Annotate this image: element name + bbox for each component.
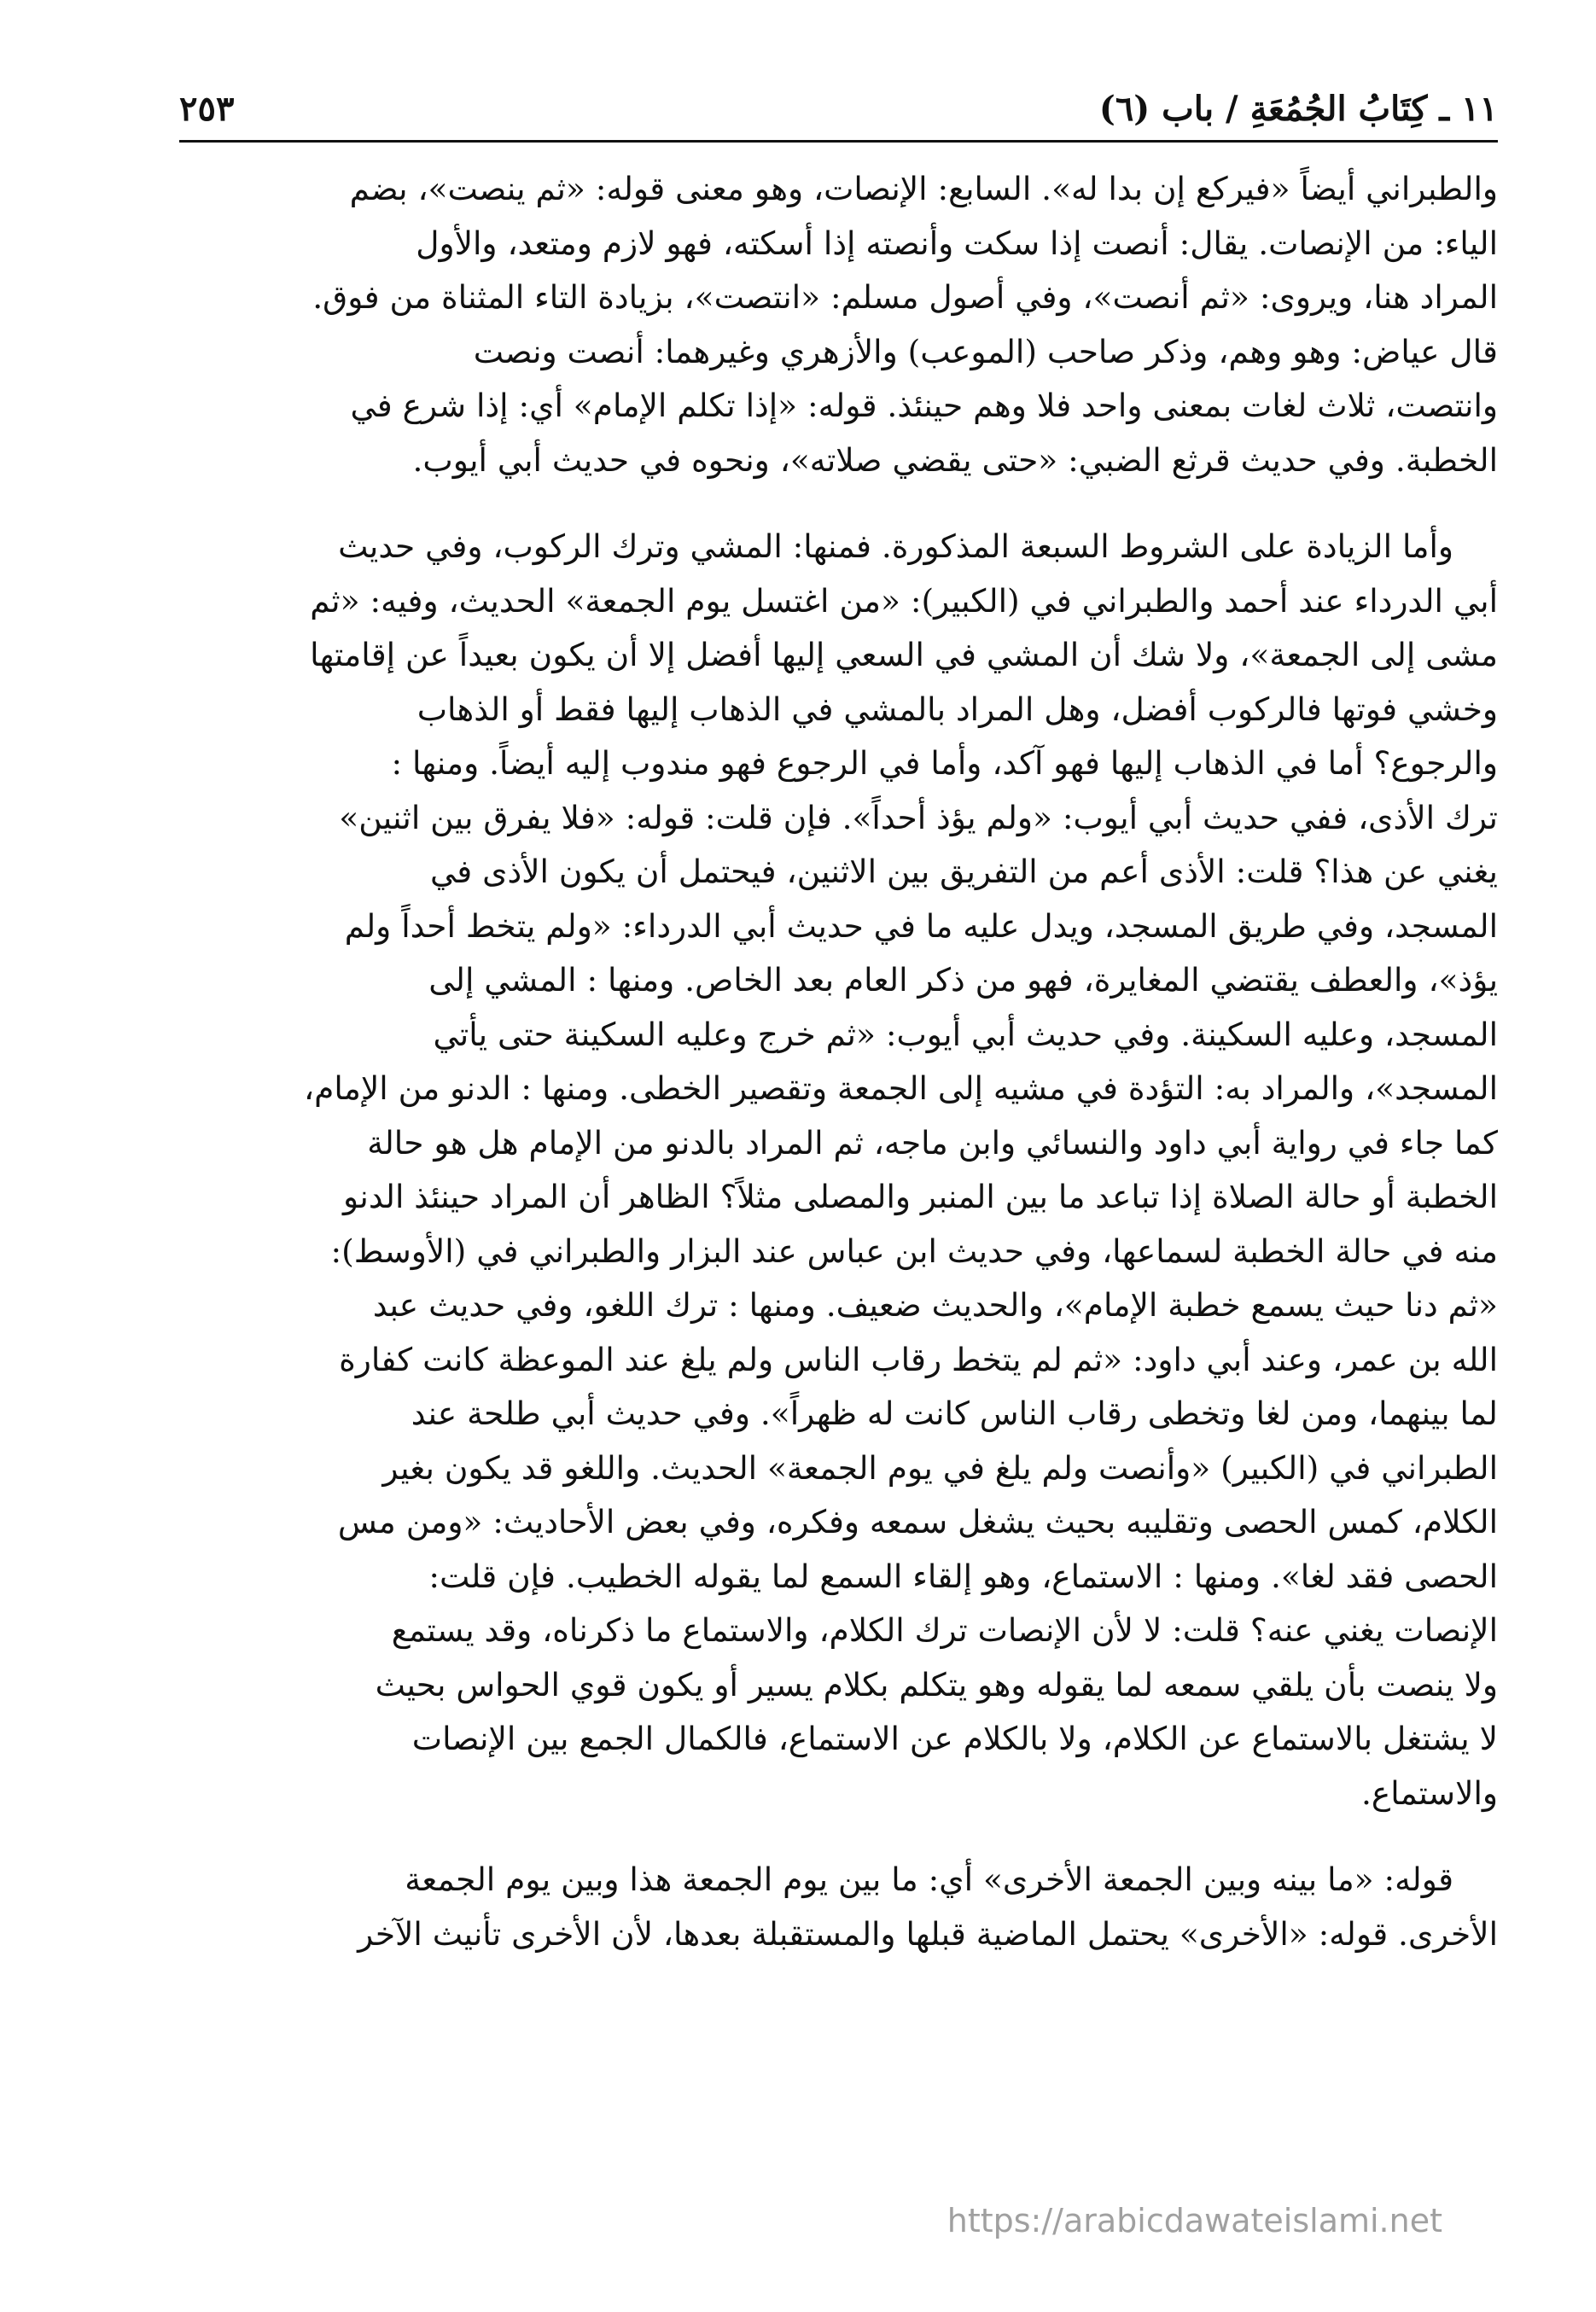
text-line: الكلام، كمس الحصى وتقليبه بحيث يشغل سمعه وفكره، وفي بعض الأحاديث: «ومن مس <box>337 1503 1498 1540</box>
chapter-heading: ١١ ـ كِتَابُ الجُمُعَةِ / باب (٦) <box>1098 88 1498 129</box>
text-line: يغني عن هذا؟ قلت: الأذى أعم من التفريق بين الاثنين، فيحتمل أن يكون الأذى في <box>430 853 1498 890</box>
watermark-url: https://arabicdawateislami.net <box>947 2202 1442 2239</box>
text-line: مشى إلى الجمعة»، ولا شك أن المشي في السعي إليها أفضل إلا أن يكون بعيداً عن إقامتها <box>310 636 1498 673</box>
text-line: ولا ينصت بأن يلقي سمعه لما يقوله وهو يتكلم بكلام يسير أو يكون قوي الحواس بحيث <box>375 1665 1498 1703</box>
text-line: ترك الأذى، ففي حديث أبي أيوب: «ولم يؤذ أحداً». فإن قلت: قوله: «فلا يفرق بين اثنين» <box>339 798 1498 836</box>
text-line: الياء: من الإنصات. يقال: أنصت إذا سكت وأنصته إذا أسكته، فهو لازم ومتعد، والأول <box>416 224 1498 262</box>
text-line: الخطبة. وفي حديث قرثع الضبي: «حتى يقضي صلاته»، ونحوه في حديث أبي أيوب. <box>412 440 1498 479</box>
text-line: والرجوع؟ أما في الذهاب إليها فهو آكد، وأما في الرجوع فهو مندوب إليه أيضاً. ومنها : <box>391 744 1498 782</box>
text-line: لا يشتغل بالاستماع عن الكلام، ولا بالكلام عن الاستماع، فالكمال الجمع بين الإنصات <box>411 1720 1498 1757</box>
text-line: قوله: «ما بينه وبين الجمعة الأخرى» أي: ما بين يوم الجمعة هذا وبين يوم الجمعة <box>405 1861 1453 1898</box>
text-line: الطبراني في (الكبير) «وأنصت ولم يلغ في يوم الجمعة» الحديث. واللغو قد يكون بغير <box>382 1448 1498 1487</box>
paragraph-1 <box>179 162 1498 487</box>
header-rule <box>179 140 1498 143</box>
text-line: يؤذ»، والعطف يقتضي المغايرة، فهو من ذكر العام بعد الخاص. ومنها : المشي إلى <box>428 961 1498 999</box>
text-line: الخطبة أو حالة الصلاة إذا تباعد ما بين المنبر والمصلى مثلاً؟ الظاهر أن المراد حينئذ الدنو <box>343 1178 1498 1215</box>
text-line: كما جاء في رواية أبي داود والنسائي وابن ماجه، ثم المراد بالدنو من الإمام هل هو حالة <box>367 1123 1498 1162</box>
page-header <box>179 82 1498 135</box>
paragraph-2 <box>179 520 1498 1820</box>
text-line: وأما الزيادة على الشروط السبعة المذكورة. فمنها: المشي وترك الركوب، وفي حديث <box>338 527 1453 565</box>
text-line: منه في حالة الخطبة لسماعها، وفي حديث ابن عباس عند البزار والطبراني في (الأوسط): <box>330 1232 1498 1270</box>
text-line: الأخرى. قوله: «الأخرى» يحتمل الماضية قبلها والمستقبلة بعدها، لأن الأخرى تأنيث الآخر <box>358 1914 1498 1953</box>
text-line: وخشي فوتها فالركوب أفضل، وهل المراد بالمشي في الذهاب إليها فقط أو الذهاب <box>416 690 1498 728</box>
text-line: الإنصات يغني عنه؟ قلت: لا لأن الإنصات ترك الكلام، والاستماع ما ذكرناه، وقد يستمع <box>391 1611 1498 1649</box>
text-line: المسجد، وعليه السكينة. وفي حديث أبي أيوب: «ثم خرج وعليه السكينة حتى يأتي <box>433 1015 1498 1053</box>
text-line: المراد هنا، ويروى: «ثم أنصت»، وفي أصول مسلم: «انتصت»، بزيادة التاء المثناة من فوق. <box>312 278 1498 316</box>
page-number: ٢٥٣ <box>179 88 235 129</box>
text-line: المسجد، وفي طريق المسجد، ويدل عليه ما في حديث أبي الدرداء: «ولم يتخط أحداً ولم <box>344 906 1498 945</box>
text-line: المسجد»، والمراد به: التؤدة في مشيه إلى الجمعة وتقصير الخطى. ومنها : الدنو من الإمام، <box>304 1069 1498 1107</box>
text-line: والاستماع. <box>1360 1773 1498 1812</box>
text-line: قال عياض: وهو وهم، وذكر صاحب (الموعب) والأزهري وغيرهما: أنصت ونصت <box>473 332 1498 370</box>
text-line: الله بن عمر، وعند أبي داود: «ثم لم يتخط رقاب الناس ولم يلغ عند الموعظة كانت كفارة <box>339 1340 1498 1378</box>
page-body <box>179 162 1498 1961</box>
text-line: أبي الدرداء عند أحمد والطبراني في (الكبير): «من اغتسل يوم الجمعة» الحديث، وفيه: «ثم <box>310 581 1498 620</box>
text-line: لما بينهما، ومن لغا وتخطى رقاب الناس كانت له ظهراً». وفي حديث أبي طلحة عند <box>411 1395 1498 1432</box>
text-line: الحصى فقد لغا». ومنها : الاستماع، وهو إلقاء السمع لما يقوله الخطيب. فإن قلت: <box>428 1557 1498 1595</box>
paragraph-3 <box>179 1853 1498 1961</box>
text-line: والطبراني أيضاً «فيركع إن بدا له». السابع: الإنصات، وهو معنى قوله: «ثم ينصت»، بضم <box>349 170 1498 207</box>
text-line: «ثم دنا حيث يسمع خطبة الإمام»، والحديث ضعيف. ومنها : ترك اللغو، وفي حديث عبد <box>372 1286 1498 1324</box>
text-line: وانتصت، ثلاث لغات بمعنى واحد فلا وهم حينئذ. قوله: «إذا تكلم الإمام» أي: إذا شرع في <box>350 387 1498 424</box>
